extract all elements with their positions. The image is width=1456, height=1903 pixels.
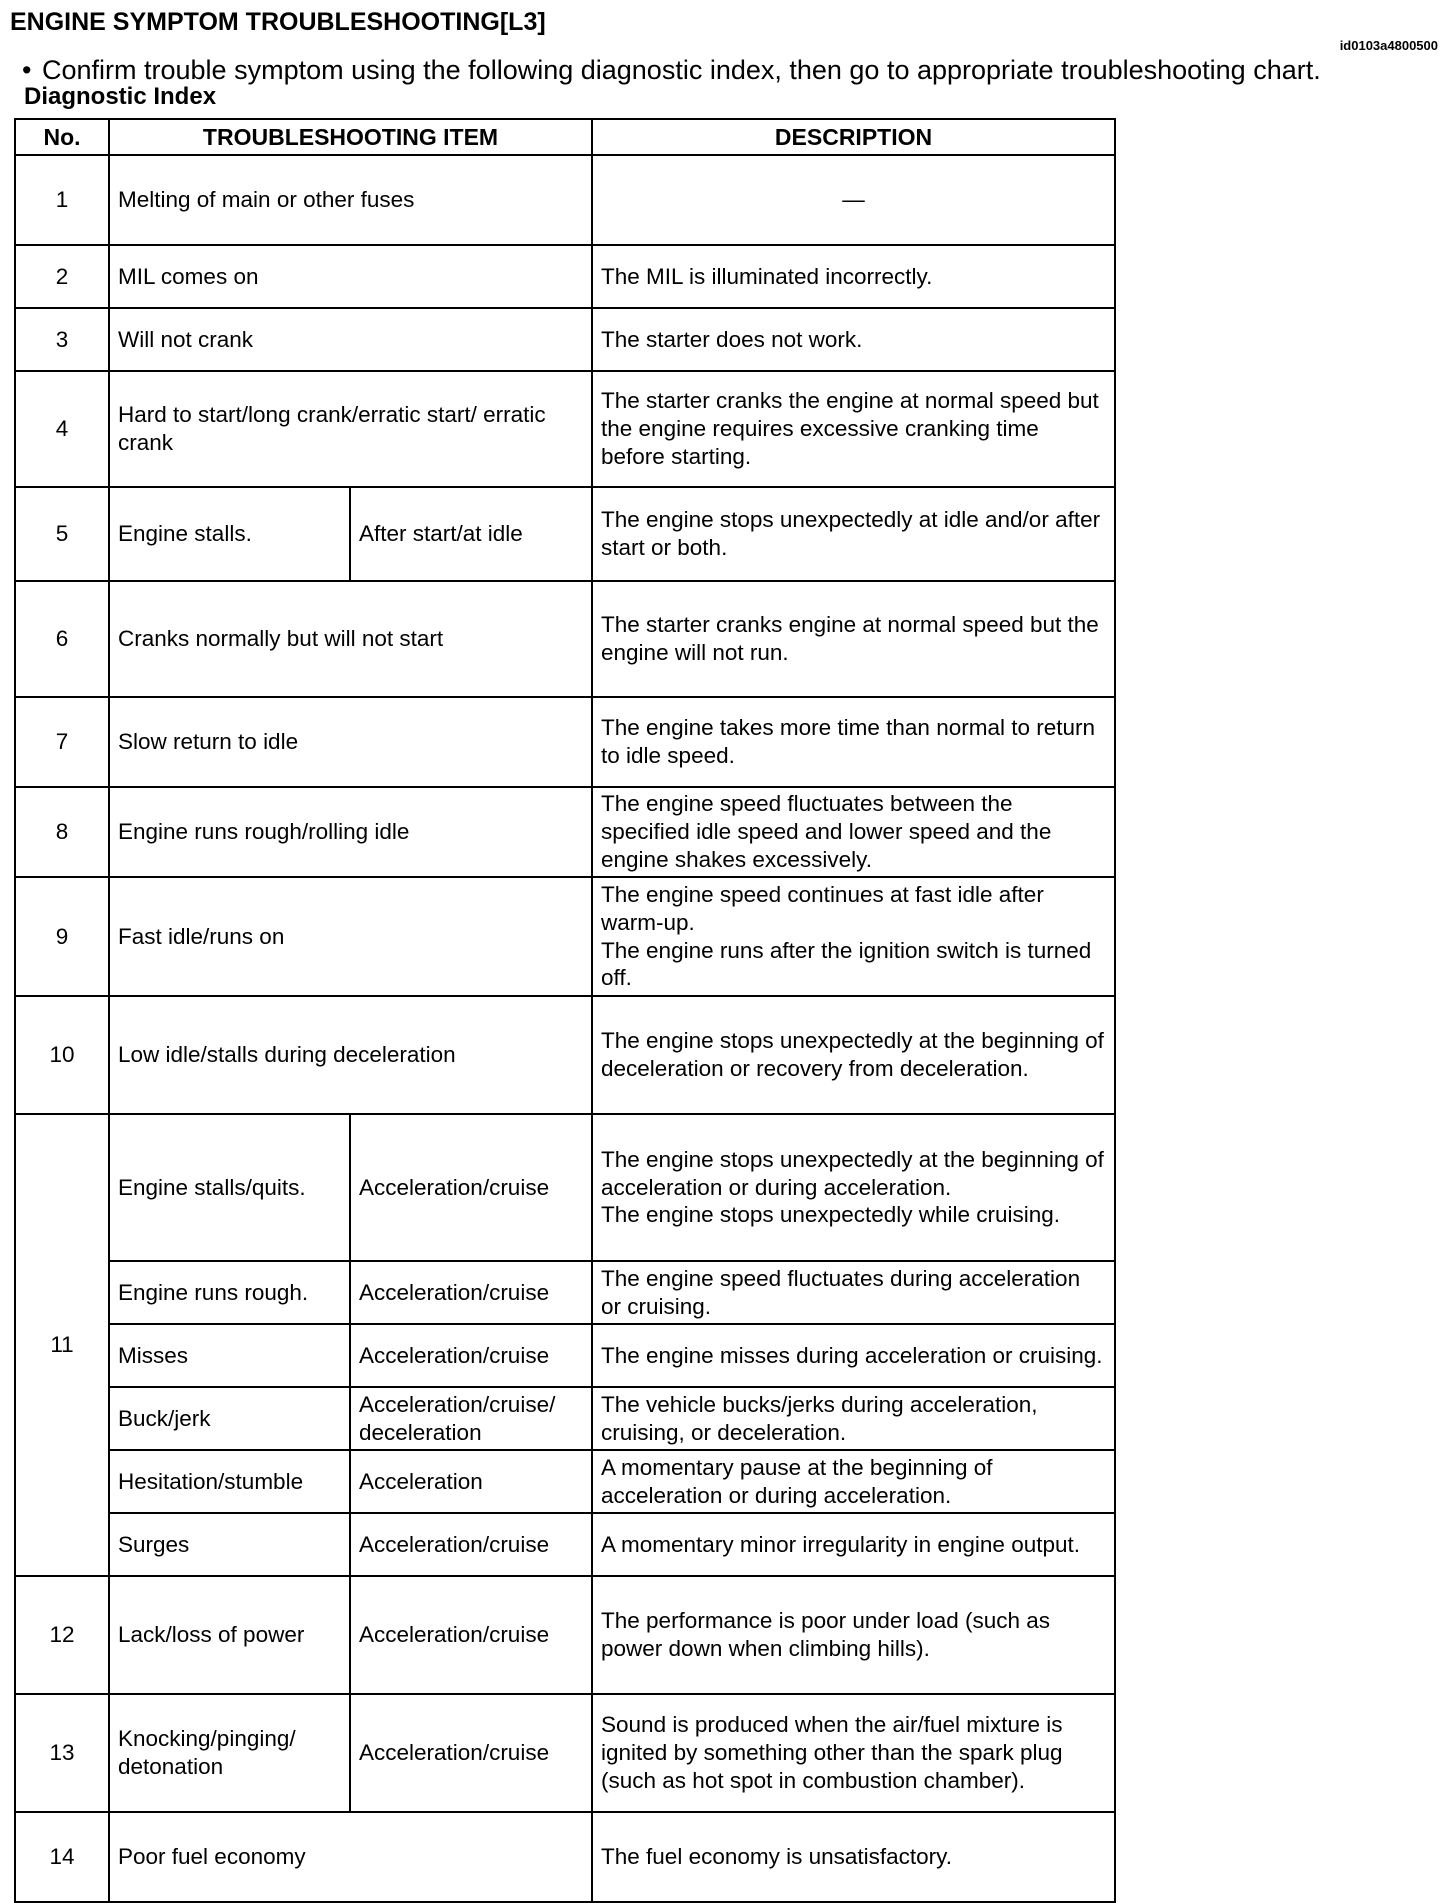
row-description: A momentary minor irregularity in engine output. xyxy=(592,1513,1115,1576)
description-line: The engine stops unexpectedly while cruising. xyxy=(601,1202,1061,1228)
troubleshooting-item: Will not crank xyxy=(109,308,592,371)
row-description: The engine speed fluctuates during acceleration or cruising. xyxy=(592,1261,1115,1324)
document-id: id0103a4800500 xyxy=(1339,38,1438,53)
column-header-item: TROUBLESHOOTING ITEM xyxy=(109,119,592,155)
row-description: The engine stops unexpectedly at idle and/or after start or both. xyxy=(592,487,1115,581)
column-header-description: DESCRIPTION xyxy=(592,119,1115,155)
row-description xyxy=(592,877,1115,996)
table-row xyxy=(15,1576,1115,1694)
table-row xyxy=(15,1450,1115,1513)
row-description: The vehicle bucks/jerks during acceleration, cruising, or deceleration. xyxy=(592,1387,1115,1450)
table-row xyxy=(15,371,1115,487)
table-row xyxy=(15,787,1115,877)
description-line: The engine speed continues at fast idle after warm-up. xyxy=(601,882,1044,935)
troubleshooting-item: Hard to start/long crank/erratic start/ erratic crank xyxy=(109,371,592,487)
troubleshooting-item: Engine stalls/quits. xyxy=(109,1114,350,1261)
item-condition: Acceleration/cruise xyxy=(350,1324,592,1387)
diagnostic-index-table xyxy=(14,118,1116,1903)
row-number: 4 xyxy=(15,371,109,487)
row-number: 1 xyxy=(15,155,109,245)
row-number: 7 xyxy=(15,697,109,787)
item-condition: Acceleration/cruise xyxy=(350,1261,592,1324)
troubleshooting-item: Cranks normally but will not start xyxy=(109,581,592,697)
intro-text xyxy=(22,55,1321,86)
table-header-row xyxy=(15,119,1115,155)
row-description: The performance is poor under load (such as power down when climbing hills). xyxy=(592,1576,1115,1694)
row-description: The engine takes more time than normal to return to idle speed. xyxy=(592,697,1115,787)
intro-sentence: Confirm trouble symptom using the following diagnostic index, then go to appropriate troubleshooting chart. xyxy=(42,55,1321,85)
row-description: The engine speed fluctuates between the specified idle speed and lower speed and the engine shakes excessively. xyxy=(592,787,1115,877)
row-number: 11 xyxy=(15,1114,109,1576)
row-number: 6 xyxy=(15,581,109,697)
row-description: The starter cranks the engine at normal speed but the engine requires excessive cranking time before starting. xyxy=(592,371,1115,487)
page-title: ENGINE SYMPTOM TROUBLESHOOTING[L3] xyxy=(10,8,546,36)
troubleshooting-item: Buck/jerk xyxy=(109,1387,350,1450)
troubleshooting-item: Surges xyxy=(109,1513,350,1576)
table-row xyxy=(15,1812,1115,1902)
column-header-no: No. xyxy=(15,119,109,155)
row-number: 3 xyxy=(15,308,109,371)
item-condition: Acceleration/cruise xyxy=(350,1114,592,1261)
troubleshooting-item: MIL comes on xyxy=(109,245,592,308)
table-row xyxy=(15,581,1115,697)
table-row xyxy=(15,155,1115,245)
row-description: — xyxy=(592,155,1115,245)
row-description: The engine misses during acceleration or cruising. xyxy=(592,1324,1115,1387)
row-number: 12 xyxy=(15,1576,109,1694)
row-number: 14 xyxy=(15,1812,109,1902)
troubleshooting-item: Low idle/stalls during deceleration xyxy=(109,996,592,1114)
item-condition: Acceleration xyxy=(350,1450,592,1513)
bullet-icon: • xyxy=(22,55,32,85)
table-row xyxy=(15,1114,1115,1261)
table-row xyxy=(15,1694,1115,1812)
row-description xyxy=(592,1114,1115,1261)
row-number: 2 xyxy=(15,245,109,308)
description-line: The engine runs after the ignition switch is turned off. xyxy=(601,937,1092,991)
troubleshooting-item: Engine runs rough. xyxy=(109,1261,350,1324)
row-description: The engine stops unexpectedly at the beginning of deceleration or recovery from deceleration. xyxy=(592,996,1115,1114)
table-row xyxy=(15,697,1115,787)
table-row xyxy=(15,1261,1115,1324)
table-row xyxy=(15,245,1115,308)
item-condition: Acceleration/cruise xyxy=(350,1513,592,1576)
row-number: 8 xyxy=(15,787,109,877)
table-row xyxy=(15,996,1115,1114)
row-description: The starter does not work. xyxy=(592,308,1115,371)
item-condition: Acceleration/cruise xyxy=(350,1694,592,1812)
row-description: The MIL is illuminated incorrectly. xyxy=(592,245,1115,308)
troubleshooting-item: Fast idle/runs on xyxy=(109,877,592,996)
troubleshooting-item: Melting of main or other fuses xyxy=(109,155,592,245)
row-number: 9 xyxy=(15,877,109,996)
table-row xyxy=(15,487,1115,581)
item-condition: Acceleration/cruise xyxy=(350,1576,592,1694)
row-description: A momentary pause at the beginning of acceleration or during acceleration. xyxy=(592,1450,1115,1513)
table-row xyxy=(15,877,1115,996)
row-number: 5 xyxy=(15,487,109,581)
description-line: The engine stops unexpectedly at the beginning of acceleration or during acceleration. xyxy=(601,1146,1104,1200)
section-heading: Diagnostic Index xyxy=(24,83,217,110)
troubleshooting-item: Lack/loss of power xyxy=(109,1576,350,1694)
table-row xyxy=(15,1387,1115,1450)
troubleshooting-item: Misses xyxy=(109,1324,350,1387)
row-description: The starter cranks engine at normal speed but the engine will not run. xyxy=(592,581,1115,697)
row-description: The fuel economy is unsatisfactory. xyxy=(592,1812,1115,1902)
row-number: 10 xyxy=(15,996,109,1114)
troubleshooting-item: Poor fuel economy xyxy=(109,1812,592,1902)
troubleshooting-item: Knocking/pinging/ detonation xyxy=(109,1694,350,1812)
troubleshooting-item: Engine stalls. xyxy=(109,487,350,581)
row-number: 13 xyxy=(15,1694,109,1812)
troubleshooting-item: Slow return to idle xyxy=(109,697,592,787)
item-condition: Acceleration/cruise/ deceleration xyxy=(350,1387,592,1450)
table-row xyxy=(15,308,1115,371)
troubleshooting-item: Engine runs rough/rolling idle xyxy=(109,787,592,877)
row-description: Sound is produced when the air/fuel mixture is ignited by something other than the spark plug (such as hot spot in combustion chamber). xyxy=(592,1694,1115,1812)
troubleshooting-item: Hesitation/stumble xyxy=(109,1450,350,1513)
table-row xyxy=(15,1513,1115,1576)
table-row xyxy=(15,1324,1115,1387)
item-condition: After start/at idle xyxy=(350,487,592,581)
